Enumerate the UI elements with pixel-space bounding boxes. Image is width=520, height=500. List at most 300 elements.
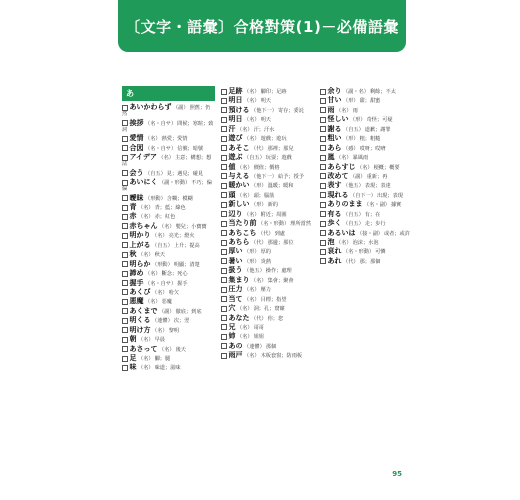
entry-pos: （名） bbox=[244, 353, 260, 360]
checkbox-icon[interactable] bbox=[221, 353, 227, 359]
vocab-entry bbox=[122, 134, 215, 142]
checkbox-icon[interactable] bbox=[320, 117, 326, 123]
entry-meaning: 握手 bbox=[177, 280, 188, 287]
entry-meaning: 信號；暗號 bbox=[177, 145, 204, 152]
entry-meaning: 表現；表達 bbox=[364, 183, 391, 190]
entry-pos: （名） bbox=[159, 223, 175, 230]
vocab-entry bbox=[320, 172, 412, 180]
entry-meaning: 暴風雨 bbox=[352, 155, 369, 162]
checkbox-icon[interactable] bbox=[221, 306, 227, 312]
entry-word: 青 bbox=[129, 203, 137, 211]
entry-pos: （代） bbox=[258, 230, 274, 237]
entry-pos: （名） bbox=[237, 334, 253, 341]
checkbox-icon[interactable] bbox=[320, 145, 326, 151]
vocab-entry bbox=[320, 247, 412, 255]
entry-word: 愛情 bbox=[129, 134, 144, 143]
entry-meaning: 洞；孔；窟窿 bbox=[253, 306, 285, 313]
checkbox-icon[interactable] bbox=[320, 202, 326, 208]
entry-word: あさって bbox=[129, 344, 158, 353]
entry-word: 甘い bbox=[327, 96, 342, 105]
entry-meaning: 上升；提高 bbox=[173, 242, 200, 249]
checkbox-icon[interactable] bbox=[122, 214, 128, 220]
checkbox-icon[interactable] bbox=[221, 173, 227, 179]
entry-pos: （名） bbox=[159, 346, 175, 353]
entry-pos: （名） bbox=[138, 337, 154, 344]
entry-meaning: 玩耍；遊戲 bbox=[265, 155, 292, 162]
checkbox-icon[interactable] bbox=[122, 233, 128, 239]
entry-pos: （名） bbox=[138, 205, 154, 211]
checkbox-icon[interactable] bbox=[122, 145, 128, 151]
checkbox-icon[interactable] bbox=[122, 327, 128, 333]
entry-meaning: 道歉；謝罪 bbox=[364, 126, 391, 133]
vocab-entry bbox=[122, 250, 215, 258]
entry-pos: （自五） bbox=[343, 126, 364, 133]
entry-meaning: 炎熱 bbox=[260, 258, 271, 265]
entry-meaning: 那個 bbox=[265, 343, 277, 350]
entry-word: 赤ちゃん bbox=[129, 221, 158, 230]
checkbox-icon[interactable] bbox=[122, 136, 128, 142]
entry-pos: （代） bbox=[251, 240, 267, 246]
entry-pos: （名） bbox=[237, 126, 253, 133]
checkbox-icon[interactable] bbox=[122, 318, 128, 324]
entry-pos: （名） bbox=[251, 277, 267, 284]
checkbox-icon[interactable] bbox=[122, 365, 128, 371]
checkbox-icon[interactable] bbox=[122, 252, 128, 258]
entry-word: 挨拶 bbox=[129, 118, 144, 127]
checkbox-icon[interactable] bbox=[320, 126, 326, 132]
vocab-entry bbox=[122, 103, 215, 117]
entry-meaning: 哎呀；哎唷 bbox=[359, 145, 386, 152]
vocab-entry bbox=[221, 238, 314, 246]
entry-pos: （代） bbox=[251, 145, 267, 152]
vocab-entry bbox=[221, 96, 314, 104]
entry-meaning: 那邊；那位 bbox=[267, 240, 294, 246]
checkbox-icon[interactable] bbox=[221, 334, 227, 340]
entry-word: 嵐 bbox=[327, 153, 335, 162]
checkbox-icon[interactable] bbox=[221, 221, 227, 227]
vocab-entry bbox=[122, 169, 215, 177]
entry-pos: （代） bbox=[343, 258, 359, 265]
vocab-entry bbox=[122, 316, 215, 324]
vocab-entry bbox=[221, 115, 314, 123]
entry-word: あれ bbox=[327, 256, 342, 265]
checkbox-icon[interactable] bbox=[221, 277, 227, 283]
entry-word: 穴 bbox=[228, 304, 236, 313]
checkbox-icon[interactable] bbox=[221, 296, 227, 302]
entry-meaning: 汗；汗水 bbox=[253, 126, 275, 133]
checkbox-icon[interactable] bbox=[122, 261, 128, 267]
entry-word: 足 bbox=[129, 354, 137, 362]
vocab-entry bbox=[320, 106, 412, 114]
entry-meaning: 明天 bbox=[260, 117, 271, 124]
vocab-entry bbox=[221, 276, 314, 284]
entry-meaning: 主意；構想；想法 bbox=[122, 155, 212, 168]
vocab-entry bbox=[122, 260, 215, 268]
entry-meaning: 那；那個 bbox=[359, 258, 381, 265]
entry-word: 雨戸 bbox=[228, 351, 243, 360]
entry-meaning: 剩餘；不太 bbox=[369, 89, 396, 95]
vocab-entry bbox=[221, 191, 314, 199]
checkbox-icon[interactable] bbox=[122, 271, 128, 277]
entry-meaning: 姐姐 bbox=[253, 334, 264, 341]
vocab-entry bbox=[221, 257, 314, 265]
entry-pos: （名） bbox=[138, 214, 154, 221]
entry-meaning: 粗；粗糙 bbox=[359, 136, 381, 143]
entry-meaning: 味道；滋味 bbox=[154, 365, 181, 372]
page-title: 〔文字・語彙〕合格對策(1)－必備語彙 bbox=[125, 17, 399, 36]
entry-pos: （形） bbox=[244, 258, 260, 265]
checkbox-icon[interactable] bbox=[221, 249, 227, 255]
checkbox-icon[interactable] bbox=[221, 324, 227, 330]
vocab-entry bbox=[122, 119, 215, 133]
entry-word: 有る bbox=[327, 209, 342, 218]
entry-word: 悪魔 bbox=[129, 297, 144, 306]
entry-meaning: 哥哥 bbox=[253, 324, 264, 331]
checkbox-icon[interactable] bbox=[320, 136, 326, 142]
vocab-entry bbox=[320, 153, 412, 161]
checkbox-icon[interactable] bbox=[221, 240, 227, 246]
entry-word: 赤 bbox=[129, 212, 137, 221]
vocab-entry bbox=[122, 222, 215, 230]
entry-word: 当たり前 bbox=[228, 219, 257, 228]
entry-pos: （名） bbox=[152, 233, 168, 240]
vocab-entry bbox=[320, 210, 412, 218]
checkbox-icon[interactable] bbox=[221, 107, 227, 113]
entry-word: 明日 bbox=[228, 96, 243, 105]
checkbox-icon[interactable] bbox=[320, 89, 326, 95]
entry-word: あそこ bbox=[228, 143, 250, 152]
entry-meaning: 黎明 bbox=[168, 327, 179, 334]
checkbox-icon[interactable] bbox=[221, 211, 227, 217]
entry-word: 扱う bbox=[228, 266, 243, 275]
entry-word: 歩く bbox=[327, 219, 342, 228]
vocab-entry bbox=[122, 144, 215, 152]
entry-pos: （自五） bbox=[343, 211, 364, 218]
entry-pos: （名・自サ） bbox=[145, 120, 177, 127]
checkbox-icon[interactable] bbox=[221, 315, 227, 321]
entry-pos: （形） bbox=[343, 136, 359, 143]
checkbox-icon[interactable] bbox=[320, 211, 326, 217]
entry-list bbox=[122, 103, 215, 372]
entry-word: あいにく bbox=[129, 178, 158, 186]
checkbox-icon[interactable] bbox=[320, 230, 326, 236]
checkbox-icon[interactable] bbox=[122, 223, 128, 229]
checkbox-icon[interactable] bbox=[122, 299, 128, 305]
entry-pos: （名） bbox=[244, 136, 260, 143]
entry-pos: （自五） bbox=[244, 155, 265, 162]
entry-pos: （形動） bbox=[145, 195, 166, 202]
entry-word: あいかわらず bbox=[129, 103, 172, 111]
checkbox-icon[interactable] bbox=[122, 289, 128, 295]
checkbox-icon[interactable] bbox=[320, 98, 326, 104]
entry-word: あくまで bbox=[129, 306, 158, 315]
checkbox-icon[interactable] bbox=[320, 240, 326, 246]
vocab-entry bbox=[122, 153, 215, 167]
vocab-entry bbox=[221, 210, 314, 218]
entry-list bbox=[320, 87, 412, 265]
entry-meaning: 走；步行 bbox=[364, 221, 386, 228]
checkbox-icon[interactable] bbox=[221, 268, 227, 274]
entry-word: 頭 bbox=[228, 190, 236, 199]
entry-meaning: 重新；再 bbox=[366, 173, 388, 180]
vocab-entry bbox=[221, 304, 314, 312]
entry-pos: （他五） bbox=[244, 268, 265, 275]
entry-pos: （形） bbox=[251, 202, 267, 209]
entry-meaning: 遊戲；遊玩 bbox=[260, 136, 287, 143]
checkbox-icon[interactable] bbox=[122, 242, 128, 248]
entry-meaning: 哈欠 bbox=[168, 289, 179, 296]
entry-pos: （名） bbox=[336, 107, 352, 114]
entry-word: 兄 bbox=[228, 322, 236, 331]
entry-meaning: 附近；周圍 bbox=[260, 211, 287, 218]
entry-word: 粗い bbox=[327, 134, 342, 143]
entry-list bbox=[221, 87, 314, 360]
vocab-entry bbox=[221, 285, 314, 293]
checkbox-icon[interactable] bbox=[221, 145, 227, 151]
entry-pos: （名） bbox=[145, 299, 161, 306]
entry-word: ありのまま bbox=[327, 200, 363, 209]
entry-word: 足跡 bbox=[228, 87, 243, 95]
entry-pos: （名） bbox=[336, 155, 352, 162]
checkbox-icon[interactable] bbox=[221, 202, 227, 208]
entry-pos: （他下一） bbox=[251, 107, 277, 114]
entry-word: 圧力 bbox=[228, 285, 243, 294]
entry-word: 秋 bbox=[129, 250, 137, 259]
section-heading-a: あ bbox=[122, 86, 215, 101]
entry-word: あくび bbox=[129, 287, 151, 296]
checkbox-icon[interactable] bbox=[221, 98, 227, 104]
checkbox-icon[interactable] bbox=[122, 120, 128, 126]
checkbox-icon[interactable] bbox=[221, 126, 227, 132]
vocab-entry bbox=[122, 354, 215, 362]
checkbox-icon[interactable] bbox=[320, 173, 326, 179]
checkbox-icon[interactable] bbox=[221, 136, 227, 142]
vocab-entry bbox=[221, 229, 314, 237]
entry-pos: （他下一） bbox=[251, 173, 277, 180]
entry-pos: （名） bbox=[244, 296, 260, 303]
checkbox-icon[interactable] bbox=[320, 249, 326, 255]
checkbox-icon[interactable] bbox=[221, 164, 227, 170]
checkbox-icon[interactable] bbox=[122, 346, 128, 352]
entry-word: 明らか bbox=[129, 259, 151, 268]
entry-pos: （接・副） bbox=[357, 230, 383, 237]
entry-pos: （副） bbox=[173, 105, 189, 111]
checkbox-icon[interactable] bbox=[320, 164, 326, 170]
checkbox-icon[interactable] bbox=[122, 180, 128, 186]
entry-word: 姉 bbox=[228, 332, 236, 341]
entry-pos: （名・自サ） bbox=[145, 145, 177, 152]
vocab-entry bbox=[221, 144, 314, 152]
entry-word: 上がる bbox=[129, 240, 151, 249]
vocab-entry bbox=[221, 332, 314, 340]
checkbox-icon[interactable] bbox=[320, 183, 326, 189]
entry-meaning: 目標；指望 bbox=[260, 296, 287, 303]
entry-pos: （名） bbox=[244, 89, 260, 95]
entry-pos: （形） bbox=[343, 98, 359, 105]
entry-meaning: 早晨 bbox=[154, 337, 165, 344]
vocab-entry bbox=[320, 96, 412, 104]
checkbox-icon[interactable] bbox=[320, 258, 326, 264]
entry-pos: （自五） bbox=[145, 170, 166, 177]
entry-word: あら bbox=[327, 143, 342, 152]
entry-meaning: 含糊；模糊 bbox=[166, 195, 193, 202]
entry-meaning: 奇怪；可疑 bbox=[366, 117, 393, 124]
entry-word: 明くる bbox=[129, 316, 151, 325]
checkbox-icon[interactable] bbox=[221, 230, 227, 236]
entry-meaning: 頭；腦筋 bbox=[253, 192, 275, 199]
entry-word: 謝る bbox=[327, 124, 342, 133]
vocab-entry bbox=[122, 335, 215, 343]
entry-pos: （副・名） bbox=[343, 89, 369, 95]
checkbox-icon[interactable] bbox=[221, 89, 227, 95]
vocab-entry bbox=[320, 87, 412, 95]
checkbox-icon[interactable] bbox=[320, 155, 326, 161]
entry-pos: （名・副） bbox=[364, 202, 390, 209]
vocab-entry bbox=[320, 191, 412, 199]
entry-meaning: 腳印；足跡 bbox=[260, 89, 287, 95]
entry-word: 味 bbox=[129, 363, 137, 372]
entry-word: 合図 bbox=[129, 143, 144, 152]
vocab-entry bbox=[320, 257, 412, 265]
entry-pos: （形） bbox=[251, 183, 267, 190]
entry-pos: （名） bbox=[152, 289, 168, 296]
entry-meaning: 有；在 bbox=[364, 211, 381, 218]
entry-meaning: 嬰兒；小寶寶 bbox=[175, 223, 207, 230]
entry-pos: （名） bbox=[237, 164, 253, 171]
entry-pos: （連體） bbox=[244, 343, 265, 350]
vocab-entry bbox=[221, 351, 314, 359]
entry-word: 怪しい bbox=[327, 115, 349, 124]
vocab-entry bbox=[221, 106, 314, 114]
checkbox-icon[interactable] bbox=[122, 356, 128, 362]
checkbox-icon[interactable] bbox=[122, 170, 128, 176]
entry-word: 預ける bbox=[228, 105, 250, 114]
entry-word: 表す bbox=[327, 181, 342, 190]
entry-word: あの bbox=[228, 341, 243, 350]
entry-word: 辺り bbox=[228, 209, 243, 218]
checkbox-icon[interactable] bbox=[320, 107, 326, 113]
checkbox-icon[interactable] bbox=[221, 343, 227, 349]
vocab-entry bbox=[122, 279, 215, 287]
entry-meaning: 腳；腿 bbox=[154, 356, 171, 362]
entry-word: 明け方 bbox=[129, 325, 151, 334]
entry-pos: （名） bbox=[237, 192, 253, 199]
entry-meaning: 熱愛；愛情 bbox=[161, 136, 188, 143]
entry-meaning: 或者；或許 bbox=[383, 230, 410, 237]
vocab-entry bbox=[320, 181, 412, 189]
vocab-entry bbox=[221, 181, 314, 189]
entry-meaning: 那裡；那兒 bbox=[267, 145, 294, 152]
vocab-column-1 bbox=[122, 86, 215, 373]
vocab-entry bbox=[221, 134, 314, 142]
entry-meaning: 梗概；概要 bbox=[373, 164, 400, 171]
vocab-entry bbox=[320, 144, 412, 152]
checkbox-icon[interactable] bbox=[221, 287, 227, 293]
entry-pos: （形） bbox=[350, 117, 366, 124]
entry-meaning: 惡魔 bbox=[161, 299, 172, 306]
entry-meaning: 明顯；清楚 bbox=[173, 261, 200, 268]
entry-word: 雨 bbox=[327, 105, 335, 114]
vocab-column-3 bbox=[320, 86, 412, 266]
entry-word: 会う bbox=[129, 168, 144, 177]
vocab-entry bbox=[221, 342, 314, 350]
entry-pos: （名） bbox=[244, 117, 260, 124]
entry-meaning: 赤；紅色 bbox=[154, 214, 176, 221]
vocab-entry bbox=[221, 163, 314, 171]
vocab-entry bbox=[221, 172, 314, 180]
entry-meaning: 厚的 bbox=[260, 249, 271, 256]
checkbox-icon[interactable] bbox=[122, 308, 128, 314]
entry-meaning: 徹底；到底 bbox=[175, 308, 202, 315]
entry-pos: （名・形動） bbox=[258, 221, 290, 228]
entry-meaning: 據實 bbox=[390, 202, 402, 209]
vocab-entry bbox=[122, 231, 215, 239]
entry-word: あらすじ bbox=[327, 162, 356, 171]
checkbox-icon[interactable] bbox=[122, 280, 128, 286]
vocab-entry bbox=[320, 219, 412, 227]
entry-word: 曖昧 bbox=[129, 193, 144, 202]
entry-word: 集まり bbox=[228, 275, 250, 284]
entry-pos: （名） bbox=[138, 252, 154, 259]
checkbox-icon[interactable] bbox=[122, 155, 128, 161]
entry-pos: （名・自サ） bbox=[145, 280, 177, 287]
entry-meaning: 青；藍；綠色 bbox=[154, 205, 186, 211]
entry-pos: （自下一） bbox=[350, 192, 376, 199]
entry-pos: （自五） bbox=[152, 242, 173, 249]
vocab-entry bbox=[122, 326, 215, 334]
entry-pos: （名） bbox=[237, 324, 253, 331]
entry-word: 現れる bbox=[327, 190, 349, 199]
checkbox-icon[interactable] bbox=[320, 192, 326, 198]
checkbox-icon[interactable] bbox=[221, 192, 227, 198]
entry-meaning: 到處 bbox=[274, 230, 285, 237]
entry-word: 朝 bbox=[129, 335, 137, 344]
vocab-entry bbox=[122, 288, 215, 296]
checkbox-icon[interactable] bbox=[221, 117, 227, 123]
vocab-entry bbox=[122, 203, 215, 211]
vocab-entry bbox=[122, 345, 215, 353]
vocab-entry bbox=[221, 219, 314, 227]
entry-meaning: 泡沫；水泡 bbox=[352, 240, 379, 246]
entry-pos: （名） bbox=[152, 327, 168, 334]
entry-meaning: 亮光；燈火 bbox=[168, 233, 195, 240]
vocab-entry bbox=[122, 178, 215, 192]
entry-pos: （名） bbox=[145, 136, 161, 143]
checkbox-icon[interactable] bbox=[221, 183, 227, 189]
entry-meaning: 新的 bbox=[267, 202, 278, 209]
vocab-entry bbox=[221, 125, 314, 133]
entry-word: あるいは bbox=[327, 228, 356, 237]
vocab-entry bbox=[320, 229, 412, 237]
checkbox-icon[interactable] bbox=[221, 258, 227, 264]
vocab-entry bbox=[221, 295, 314, 303]
entry-meaning: 給予；授予 bbox=[277, 173, 304, 180]
checkbox-icon[interactable] bbox=[320, 221, 326, 227]
vocab-entry bbox=[122, 194, 215, 202]
entry-word: あなた bbox=[228, 313, 250, 322]
checkbox-icon[interactable] bbox=[122, 205, 128, 211]
entry-word: 明かり bbox=[129, 231, 151, 240]
entry-meaning: 溫暖；暖和 bbox=[267, 183, 294, 190]
entry-pos: （形） bbox=[244, 249, 260, 256]
checkbox-icon[interactable] bbox=[122, 195, 128, 201]
checkbox-icon[interactable] bbox=[122, 105, 128, 111]
checkbox-icon[interactable] bbox=[221, 155, 227, 161]
entry-word: 暖かい bbox=[228, 181, 250, 190]
checkbox-icon[interactable] bbox=[122, 337, 128, 343]
entry-word: 泡 bbox=[327, 238, 335, 246]
entry-pos: （名） bbox=[145, 271, 161, 278]
